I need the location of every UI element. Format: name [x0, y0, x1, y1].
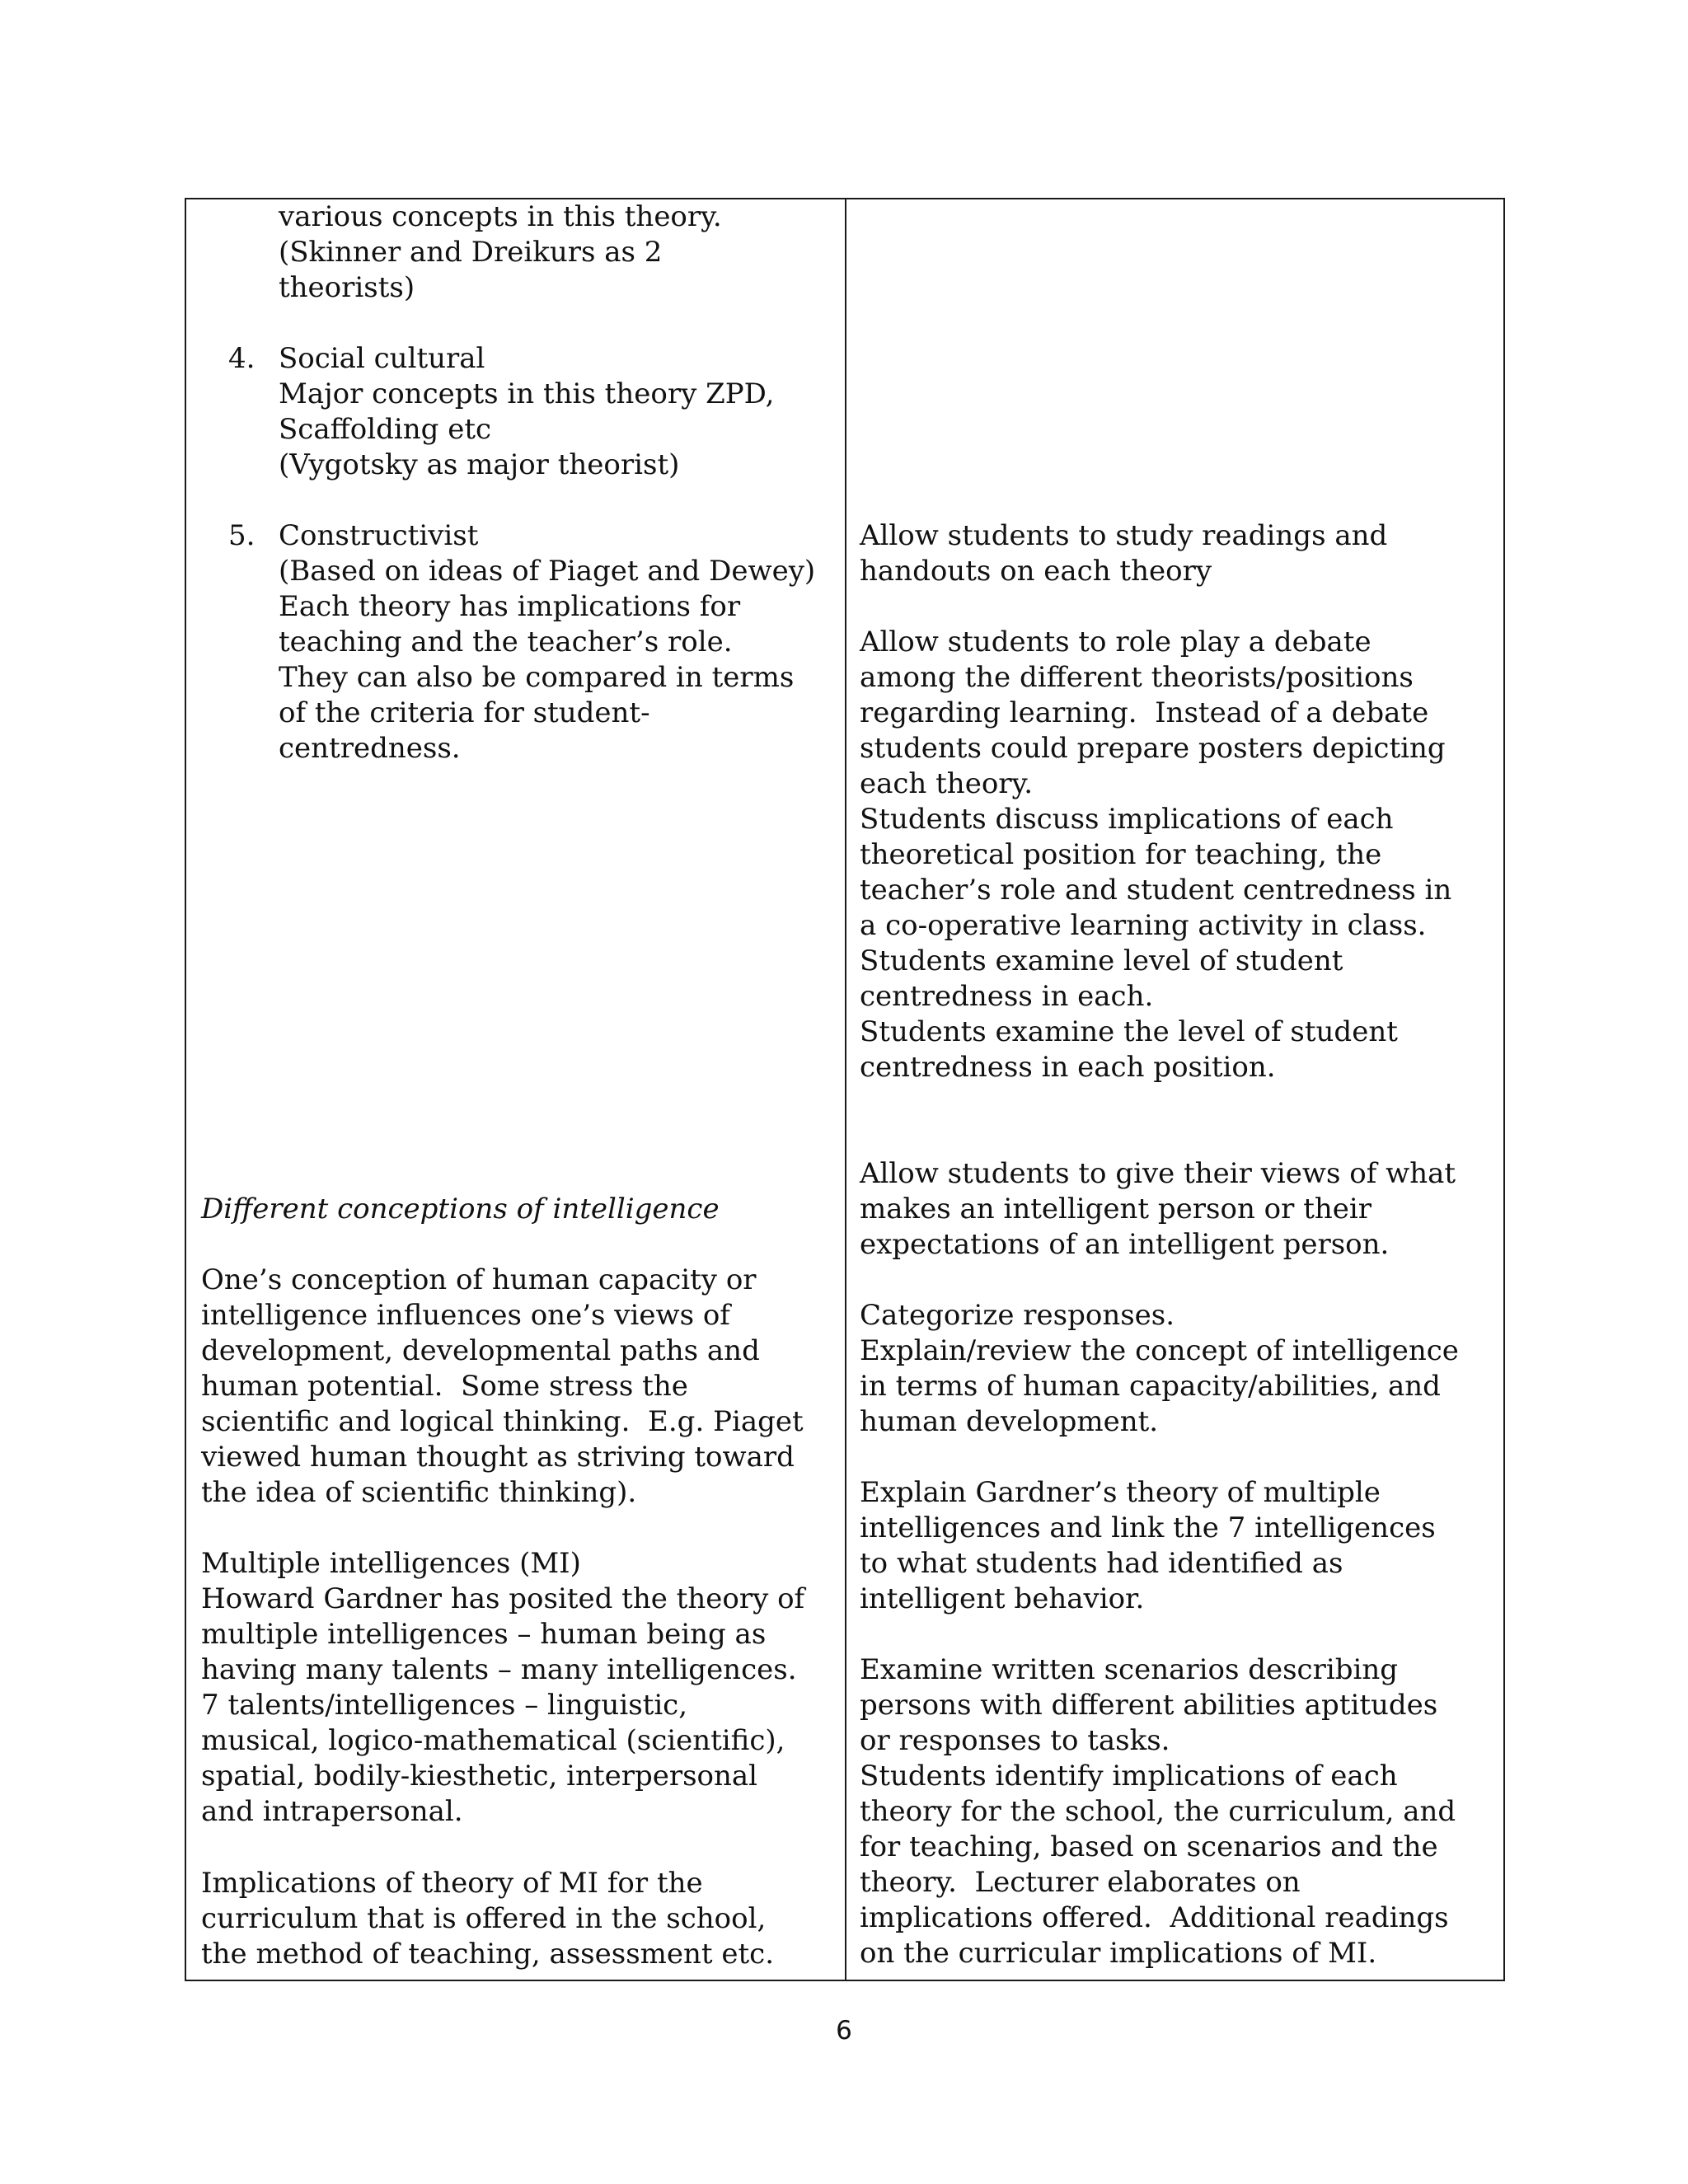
categorize-activity: Categorize responses. Explain/review the concept of intelligence in terms of human capacity/abilities, and human development.: [860, 1299, 1459, 1438]
multiple-intelligences-paragraph: Multiple intelligences (MI) Howard Gardner has posited the theory of multiple intelligences – human being as having many talents – many intelligences. 7 talents/intelligences – linguistic, musical, logico-mathematical (scientific), spatial, bodily-kiesthetic, interpersonal and intrapersonal.: [201, 1547, 805, 1828]
intelligence-paragraph: One’s conception of human capacity or intelligence influences one’s views of development, developmental paths and human potential. Some stress the scientific and logical thinking. E.g. Piaget viewed human thought as striving toward the idea of scientific thinking).: [201, 1263, 804, 1509]
gardner-activity: Explain Gardner’s theory of multiple intelligences and link the 7 intelligences to what students had identified as intelligent behavior.: [860, 1476, 1436, 1615]
social-cultural-item: Social cultural Major concepts in this theory ZPD, Scaffolding etc (Vygotsky as major theorist): [279, 342, 775, 481]
list-number-4: 4.: [228, 342, 256, 375]
debate-activity: Allow students to role play a debate among the different theorists/positions regarding learning. Instead of a debate students could prepare posters depicting each theory. Students discuss implications of each theoretical position for teaching, the teacher’s role and student centredness in a co-operative learning activity in class. Students examine level of student centredness in each.: [860, 626, 1452, 1013]
list-number-5: 5.: [228, 519, 256, 552]
content-table: [185, 198, 1505, 1981]
constructivist-item: Constructivist (Based on ideas of Piaget and Dewey) Each theory has implications for teaching and the teacher’s role. They can also be compared in terms of the criteria for student- centredness.: [279, 519, 816, 765]
intelligence-heading: Different conceptions of intelligence: [201, 1193, 720, 1226]
right-column-cell: [846, 199, 1505, 1980]
readings-activity: Allow students to study readings and handouts on each theory: [860, 519, 1388, 588]
continued-theory-text: various concepts in this theory. (Skinner and Dreikurs as 2 theorists): [279, 200, 722, 304]
intelligent-person-activity: Allow students to give their views of what makes an intelligent person or their expectations of an intelligent person.: [860, 1157, 1456, 1261]
centredness-activity: Students examine the level of student centredness in each position.: [860, 1015, 1398, 1084]
mi-implications-paragraph: Implications of theory of MI for the curriculum that is offered in the school, the method of teaching, assessment etc.: [201, 1867, 775, 1971]
scenarios-activity: Examine written scenarios describing persons with different abilities aptitudes or responses to tasks. Students identify implications of each theory for the school, the curriculum, and for teaching, based on scenarios and the theory. Lecturer elaborates on implications offered. Additional readings on the curricular implications of MI.: [860, 1653, 1456, 1970]
left-column-cell: [186, 199, 845, 1980]
page-number: 6: [836, 2016, 852, 2046]
